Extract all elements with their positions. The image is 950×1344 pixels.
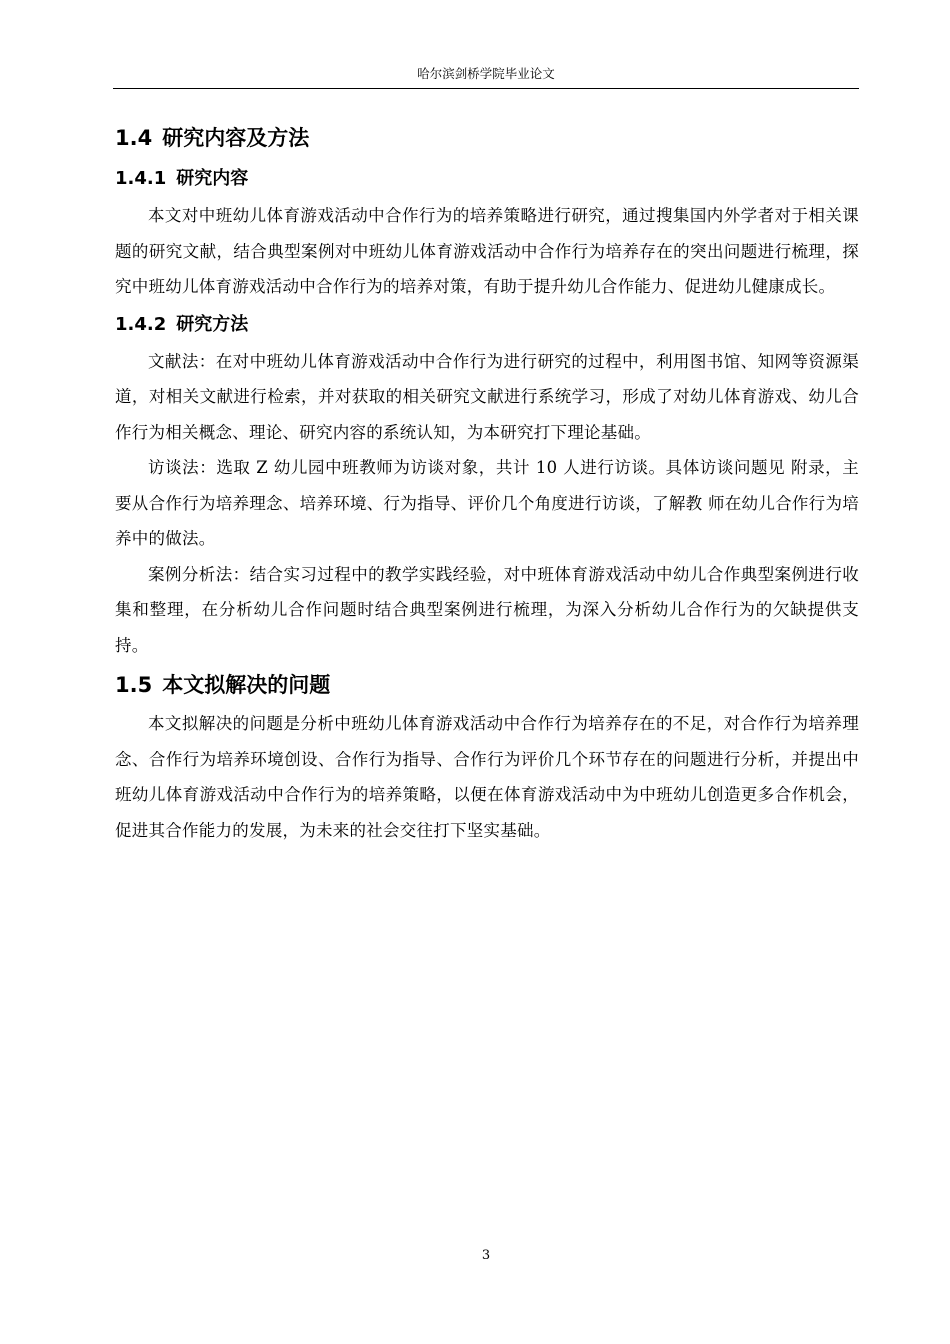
subsection-heading-1-4-1 [115, 161, 859, 197]
section-heading-1-5 [115, 665, 859, 705]
header-rule [113, 88, 859, 89]
subsection-title: 研究方法 [176, 313, 249, 335]
section-title: 研究内容及方法 [162, 126, 310, 150]
subsection-number: 1.4.2 [115, 313, 167, 335]
paragraph-problems-to-solve: 本文拟解决的问题是分析中班幼儿体育游戏活动中合作行为培养存在的不足，对合作行为培养理念、合作行为培养环境创设、合作行为指导、合作行为评价几个环节存在的问题进行分析，并提出中班幼儿体育游戏活动中合作行为的培养策略，以便在体育游戏活动中为中班幼儿创造更多合作机会，促进其合作能力的发展，为未来的社会交往打下坚实基础。 [115, 714, 859, 840]
section-title: 本文拟解决的问题 [162, 673, 331, 697]
subsection-heading-1-4-2 [115, 307, 859, 343]
subsection-number: 1.4.1 [115, 168, 167, 189]
paragraph-interview-method: 访谈法：选取 Z 幼儿园中班教师为访谈对象，共计 10 人进行访谈。具体访谈问题见 附录，主要从合作行为培养理念、培养环境、行为指导、评价几个角度进行访谈，了解教 师在幼儿合作行为培养中的做法。 [115, 458, 859, 548]
section-heading-1-4 [115, 118, 859, 158]
page-header: 哈尔滨剑桥学院毕业论文 [417, 66, 555, 81]
subsection-title: 研究内容 [176, 168, 249, 189]
paragraph-case-analysis-method: 案例分析法：结合实习过程中的教学实践经验，对中班体育游戏活动中幼儿合作典型案例进行收集和整理，在分析幼儿合作问题时结合典型案例进行梳理，为深入分析幼儿合作行为的欠缺提供支持。 [115, 564, 859, 655]
document-body [115, 118, 859, 848]
paragraph-research-content: 本文对中班幼儿体育游戏活动中合作行为的培养策略进行研究，通过搜集国内外学者对于相关课题的研究文献，结合典型案例对中班幼儿体育游戏活动中合作行为培养存在的突出问题进行梳理，探究中班幼儿体育游戏活动中合作行为的培养对策，有助于提升幼儿合作能力、促进幼儿健康成长。 [115, 206, 859, 296]
section-number: 1.4 [115, 126, 153, 150]
page-number: 3 [481, 1248, 491, 1263]
section-number: 1.5 [115, 673, 153, 697]
paragraph-literature-method: 文献法：在对中班幼儿体育游戏活动中合作行为进行研究的过程中，利用图书馆、知网等资源渠道，对相关文献进行检索，并对获取的相关研究文献进行系统学习，形成了对幼儿体育游戏、幼儿合作行为相关概念、理论、研究内容的系统认知，为本研究打下理论基础。 [115, 351, 859, 442]
